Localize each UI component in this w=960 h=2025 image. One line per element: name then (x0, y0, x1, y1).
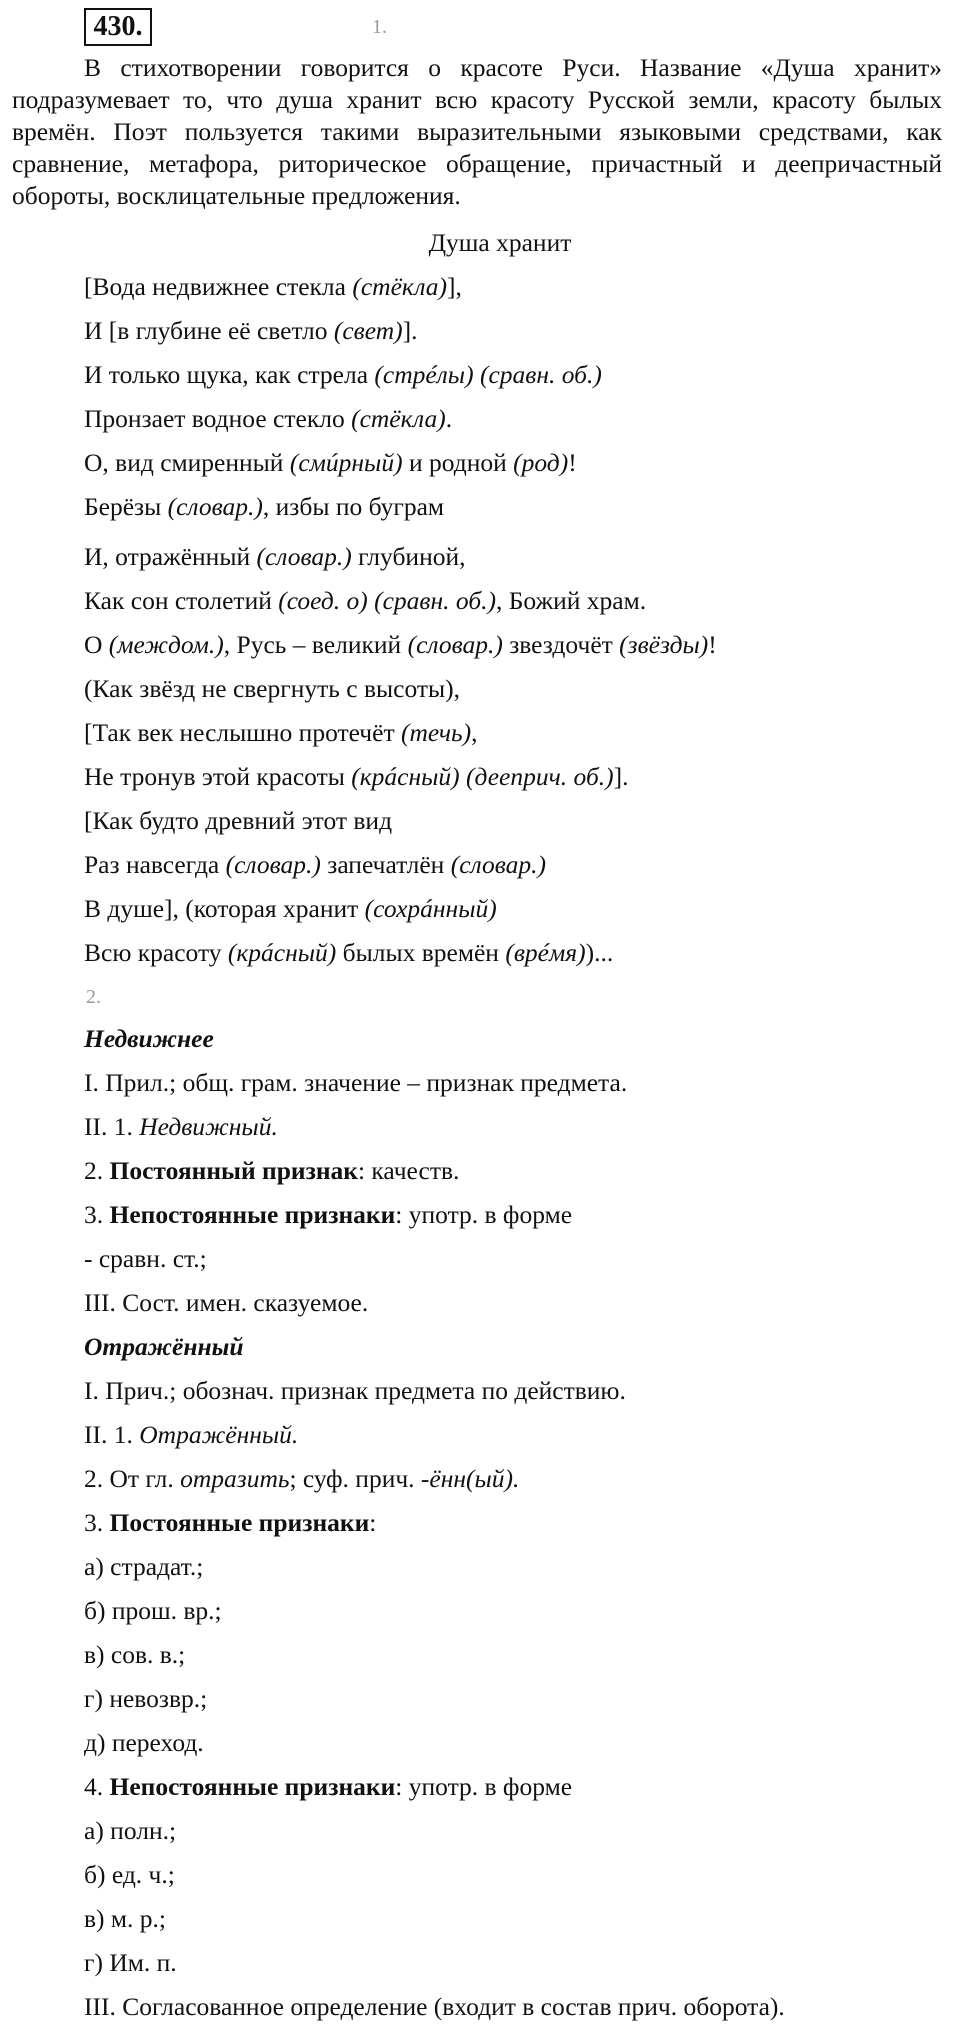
analysis-item: 3. Постоянные признаки: (84, 1508, 377, 1537)
poem-line: И только щука, как стрела (стрéлы) (сравн. об.) (84, 360, 602, 389)
poem-line: Всю красоту (крáсный) былых времён (врéмя))... (84, 938, 614, 967)
analysis-item: б) ед. ч.; (84, 1860, 175, 1889)
analysis-item: 3. Непостоянные признаки: употр. в форме (84, 1200, 573, 1229)
poem-line: [Вода недвижнее стекла (стёкла)], (84, 272, 462, 301)
poem-line: И, отражённый (словар.) глубиной, (84, 542, 466, 571)
poem-line: И [в глубине её светло (свет)]. (84, 316, 418, 345)
analysis-item: г) Им. п. (84, 1948, 177, 1977)
intro-paragraph: В стихотворении говорится о красоте Руси. Название «Душа хранит» подразумевает то, что душа хранит всю красоту Русской земли, красоту былых времён. Поэт пользуется такими выразительными языковыми средствами, как сравнение, метафора, риторическое обращение, причастный и деепричастный обороты, восклицательные предложения. (12, 53, 942, 210)
analysis-item: а) полн.; (84, 1816, 177, 1845)
analysis-item: III. Сост. имен. сказуемое. (84, 1288, 369, 1317)
analysis-item: 4. Непостоянные признаки: употр. в форме (84, 1772, 573, 1801)
analysis-item: б) прош. вр.; (84, 1596, 222, 1625)
exercise-number: 430. (84, 8, 152, 46)
poem-line: Не тронув этой красоты (крáсный) (дееприч. об.)]. (84, 762, 629, 791)
analysis-item: II. 1. Недвижный. (84, 1112, 278, 1141)
section-marker-2: 2. (86, 986, 101, 1008)
analysis-word-1: Недвижнее (84, 1024, 214, 1053)
analysis-item: г) невозвр.; (84, 1684, 208, 1713)
poem-title: Душа хранит (428, 228, 572, 257)
analysis-item: - сравн. ст.; (84, 1244, 207, 1273)
poem-line: В душе], (которая хранит (сохрáнный) (84, 894, 497, 923)
poem-line: Пронзает водное стекло (стёкла). (84, 404, 453, 433)
analysis-item: 2. Постоянный признак: качеств. (84, 1156, 460, 1185)
poem-line: (Как звёзд не свергнуть с высоты), (84, 674, 461, 703)
analysis-item: III. Согласованное определение (входит в состав прич. оборота). (84, 1992, 785, 2021)
poem-line: [Как будто древний этот вид (84, 806, 393, 835)
analysis-item: в) м. р.; (84, 1904, 167, 1933)
analysis-item: I. Прич.; обознач. признак предмета по действию. (84, 1376, 626, 1405)
section-marker-1: 1. (372, 16, 387, 38)
poem-line: Как сон столетий (соед. о) (сравн. об.), Божий храм. (84, 586, 647, 615)
poem-line: О, вид смиренный (смúрный) и родной (род)! (84, 448, 577, 477)
poem-line: О (междом.), Русь – великий (словар.) звездочёт (звёзды)! (84, 630, 717, 659)
analysis-item: в) сов. в.; (84, 1640, 186, 1669)
poem-line: [Так век неслышно протечёт (течь), (84, 718, 478, 747)
analysis-item: а) страдат.; (84, 1552, 204, 1581)
analysis-item: I. Прил.; общ. грам. значение – признак предмета. (84, 1068, 628, 1097)
poem-line: Берёзы (словар.), избы по буграм (84, 492, 445, 521)
analysis-item: д) переход. (84, 1728, 204, 1757)
analysis-item: II. 1. Отражённый. (84, 1420, 299, 1449)
analysis-word-2: Отражённый (84, 1332, 244, 1361)
poem-line: Раз навсегда (словар.) запечатлён (словар.) (84, 850, 546, 879)
analysis-item: 2. От гл. отразить; суф. прич. -ённ(ый). (84, 1464, 520, 1493)
